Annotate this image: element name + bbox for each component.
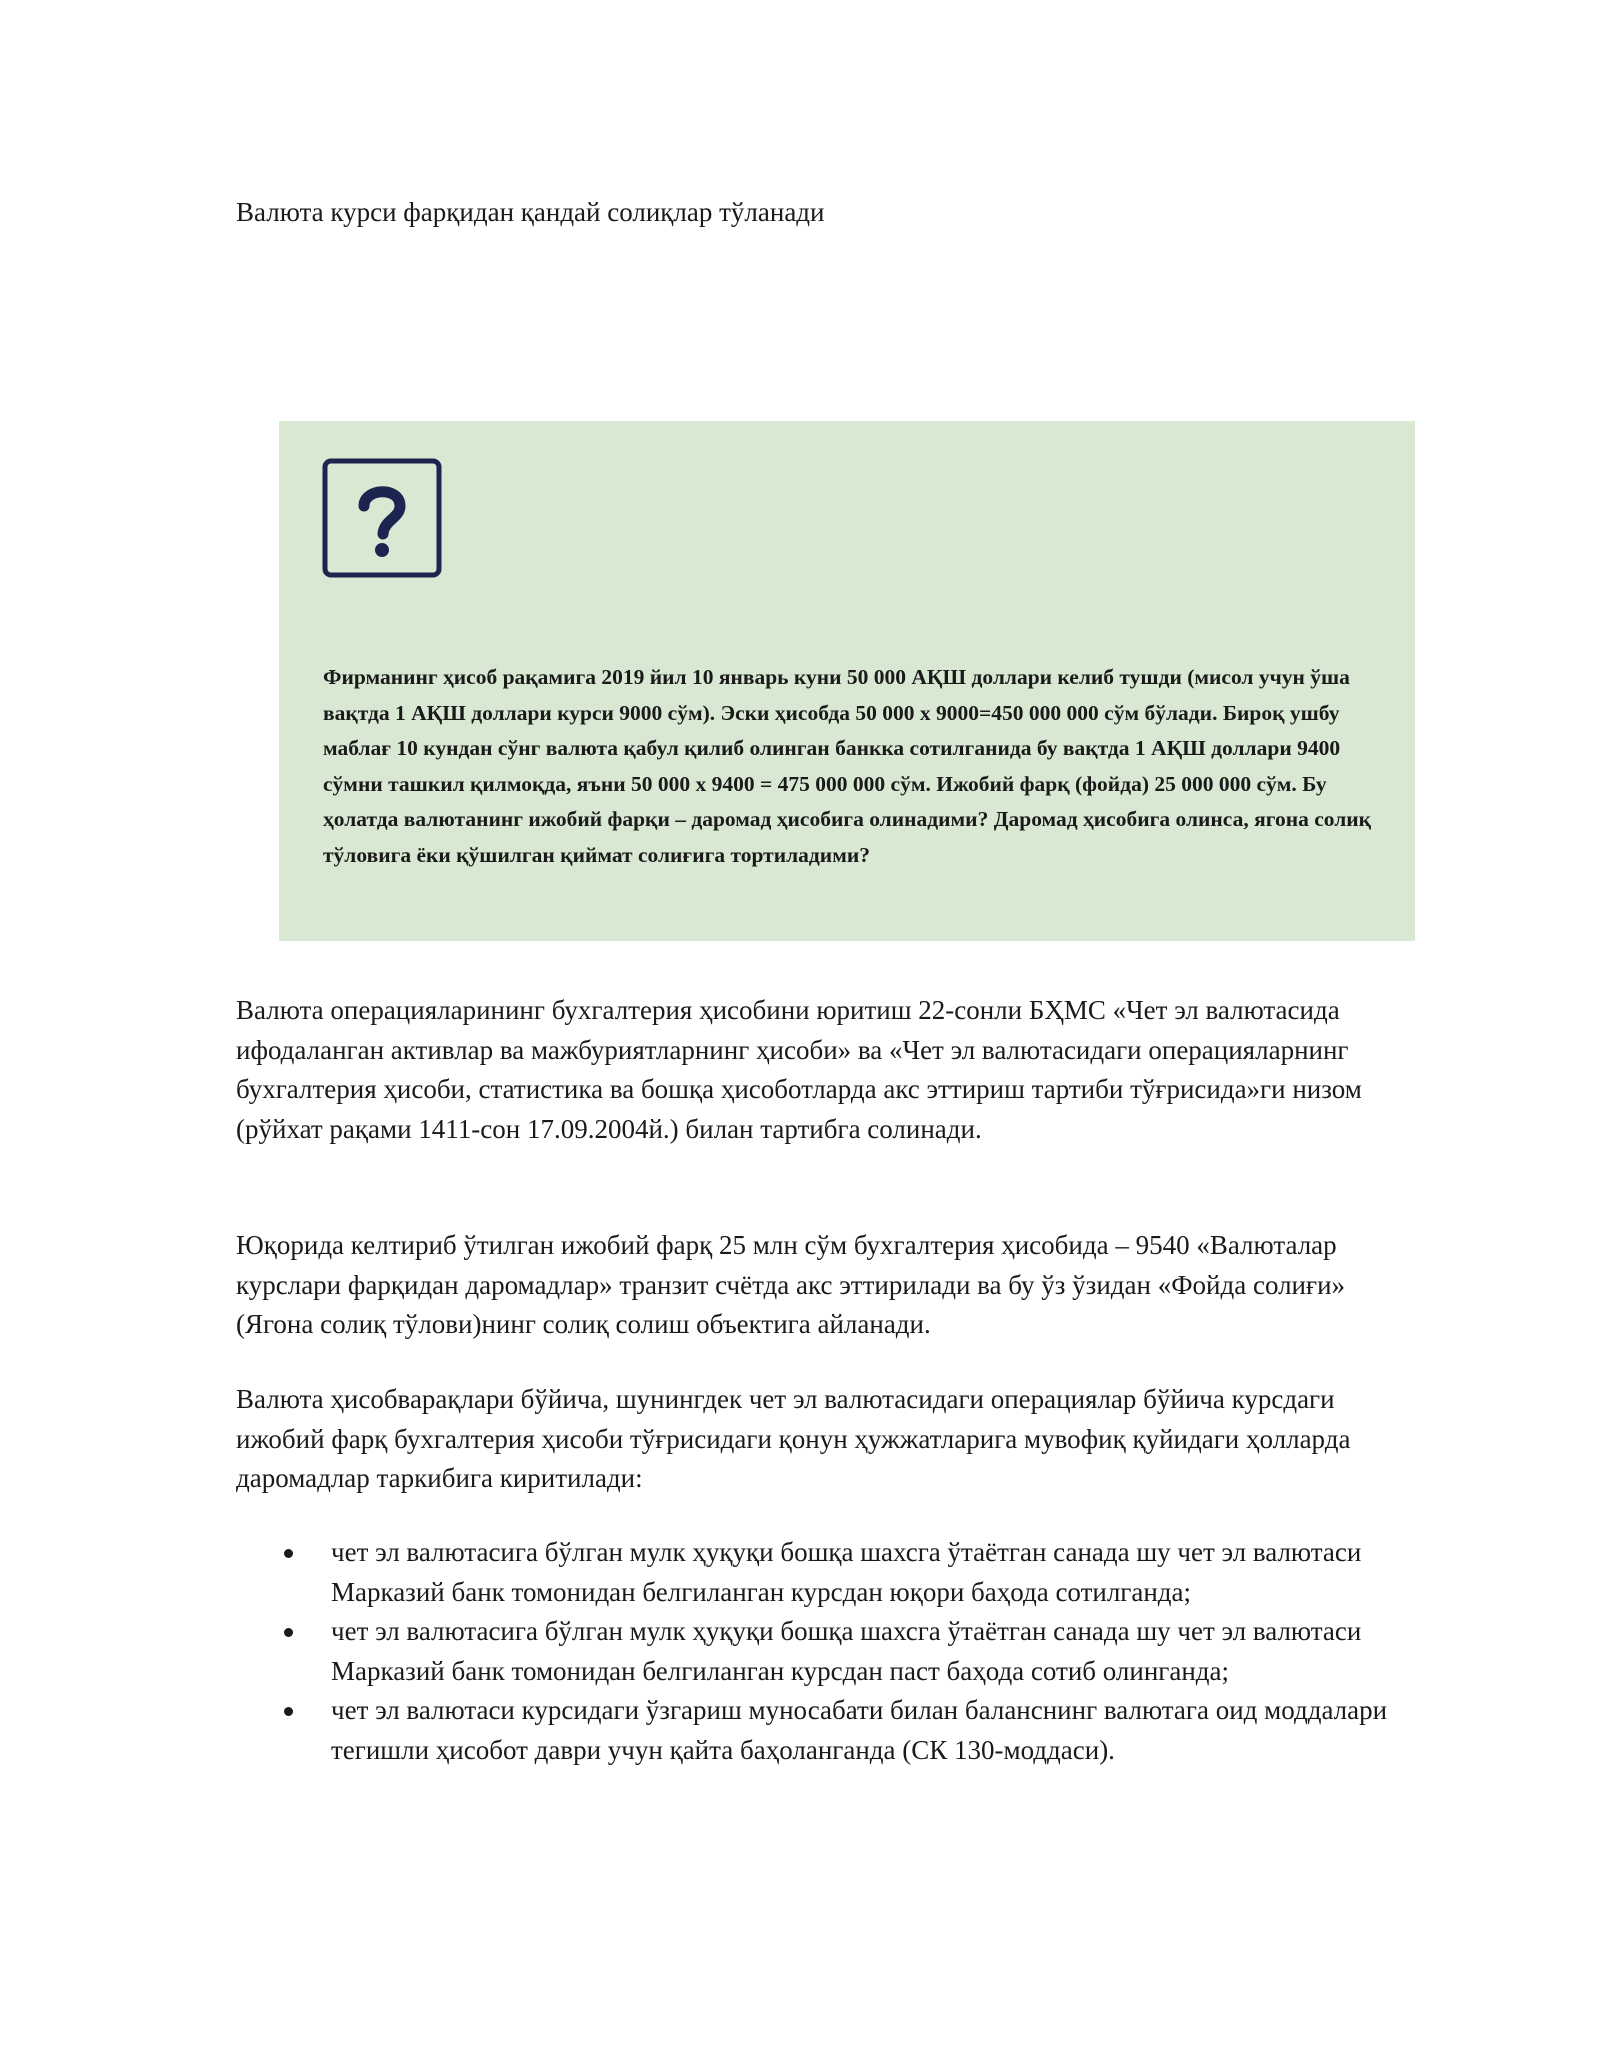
bullet-icon: [284, 1628, 293, 1637]
list-item-text: чет эл валютасига бўлган мулк ҳуқуқи бошқа шахсга ўтаётган санада шу чет эл валютаси Марказий банк томонидан белгиланган курсдан юқори баҳода сотилганда;: [331, 1537, 1362, 1607]
paragraph: Валюта ҳисобварақлари бўйича, шунингдек чет эл валютасидаги операциялар бўйича курсдаги ижобий фарқ бухгалтерия ҳисоби тўғрисидаги қонун ҳужжатларига мувофиқ қуйидаги ҳолларда даромадлар таркибига киритилади:: [236, 1384, 1351, 1493]
list-item: [236, 1533, 1386, 1612]
page-title: Валюта курси фарқидан қандай солиқлар тўланади: [236, 197, 825, 227]
bullet-list: [236, 1533, 1386, 1770]
question-callout: [279, 421, 1415, 941]
bullet-icon: [284, 1707, 293, 1716]
question-text: Фирманинг ҳисоб рақамига 2019 йил 10 январь куни 50 000 АҚШ доллари келиб тушди (мисол учун ўша вақтда 1 АҚШ доллари курси 9000 сўм). Эски ҳисобда 50 000 x 9000=450 000 000 сўм бўлади. Бироқ ушбу маблағ 10 кундан сўнг валюта қабул қилиб олинган банкка сотилганида бу вақтда 1 АҚШ доллари 9400 сўмни ташкил қилмоқда, яъни 50 000 x 9400 = 475 000 000 сўм. Ижобий фарқ (фойда) 25 000 000 сўм. Бу ҳолатда валютанинг ижобий фарқи – даромад ҳисобига олинадими? Даромад ҳисобига олинса, ягона солиқ тўловига ёки қўшилган қиймат солиғига тортиладими?: [323, 665, 1372, 867]
paragraph: Валюта операцияларининг бухгалтерия ҳисобини юритиш 22-сонли БҲМС «Чет эл валютасида ифодаланган активлар ва мажбуриятларнинг ҳисоби» ва «Чет эл валютасидаги операцияларнинг бухгалтерия ҳисоби, статистика ва бошқа ҳисоботларда акс эттириш тартиби тўғрисида»ги низом (рўйхат рақами 1411-сон 17.09.2004й.) билан тартибга солинади.: [236, 995, 1362, 1144]
list-item-text: чет эл валютасига бўлган мулк ҳуқуқи бошқа шахсга ўтаётган санада шу чет эл валютаси Марказий банк томонидан белгиланган курсдан паст баҳода сотиб олинганда;: [331, 1616, 1362, 1686]
list-item: [236, 1612, 1386, 1691]
list-item-text: чет эл валютаси курсидаги ўзгариш муносабати билан баланснинг валютага оид моддалари тегишли ҳисобот даври учун қайта баҳоланганда (СК 130-моддаси).: [331, 1695, 1388, 1765]
bullet-icon: [284, 1549, 293, 1558]
paragraph: Юқорида келтириб ўтилган ижобий фарқ 25 млн сўм бухгалтерия ҳисобида – 9540 «Валюталар курслари фарқидан даромадлар» транзит счётда акс эттирилади ва бу ўз ўзидан «Фойда солиғи» (Ягона солиқ тўлови)нинг солиқ солиш объектига айланади.: [236, 1230, 1346, 1339]
question-mark-icon: [322, 458, 442, 578]
list-item: [236, 1691, 1386, 1770]
